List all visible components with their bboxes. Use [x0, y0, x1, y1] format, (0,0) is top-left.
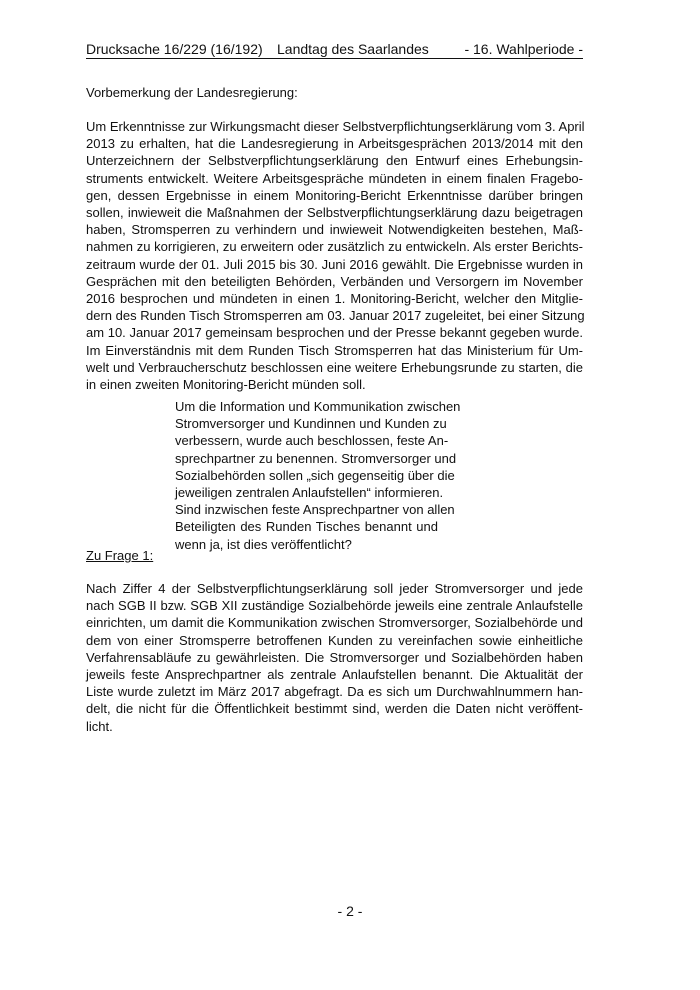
page-number: - 2 - [337, 903, 363, 919]
question-line: wenn ja, ist dies veröffentlicht? [175, 536, 352, 552]
paragraph-line: welt und Verbraucherschutz beschlossen eine weitere Erhebungsrunde zu starten, die [86, 359, 583, 375]
paragraph-line: haben, Stromsperren zu verhindern und inwieweit Notwendigkeiten bestehen, Maß- [86, 222, 583, 238]
answer-heading: Zu Frage 1: [86, 548, 154, 563]
paragraph-line: 2016 besprochen und mündeten in einen 1. Monitoring-Bericht, welcher den Mitglie- [86, 291, 583, 307]
question-line: sprechpartner zu benennen. Stromversorger und [175, 450, 457, 466]
paragraph-line: nahmen zu korrigieren, zu erweitern oder zusätzlich zu entwickeln. Als erster Berichts- [86, 239, 583, 255]
answer-line: nach SGB II bzw. SGB XII zuständige Sozialbehörde jeweils eine zentrale Anlaufstelle [86, 598, 583, 614]
remark-heading: Vorbemerkung der Landesregierung: [86, 85, 298, 100]
question-line: Sozialbehörden sollen „sich gegenseitig über die [175, 467, 455, 483]
answer-line: Nach Ziffer 4 der Selbstverpflichtungserklärung soll jeder Stromversorger und jede [86, 581, 583, 596]
parliament-name: Landtag des Saarlandes [277, 41, 429, 57]
paragraph-line: in einen zweiten Monitoring-Bericht münden soll. [86, 377, 366, 393]
answer-line: licht. [86, 718, 113, 734]
question-line: verbessern, wurde auch beschlossen, feste An- [175, 433, 449, 449]
question-block [175, 398, 461, 553]
paragraph-line: dern des Runden Tisch Stromsperren am 03. Januar 2017 zugeleitet, bei einer Sitzung [86, 308, 585, 324]
paragraph-line: gen, dessen Ergebnisse in einem Monitoring-Bericht Erkenntnisse darüber bringen [86, 187, 583, 203]
paragraph-line: Gesprächen mit den beteiligten Behörden, Verbänden und Versorgern im November [86, 273, 583, 289]
paragraph-line: Um Erkenntnisse zur Wirkungsmacht dieser Selbstverpflichtungserklärung vom 3. April [86, 119, 585, 134]
paragraph-line: 2013 zu erhalten, hat die Landesregierung in Arbeitsgesprächen 2013/2014 mit den [86, 136, 583, 152]
answer-line: Liste wurde zuletzt im März 2017 abgefragt. Da es sich um Durchwahlnummern han- [86, 684, 583, 700]
question-line: Sind inzwischen feste Ansprechpartner von allen [175, 502, 455, 518]
paragraph-line: struments entwickelt. Weitere Arbeitsgespräche mündeten in einem finalen Fragebo- [86, 170, 583, 186]
page-header [86, 40, 583, 59]
answer-line: jeweils feste Ansprechpartner als zentrale Anlaufstellen benannt. Die Aktualität der [86, 667, 583, 683]
answer-line: delt, die nicht für die Öffentlichkeit bestimmt sind, werden die Daten nicht veröffent- [86, 701, 583, 717]
paragraph-line: Unterzeichnern der Selbstverpflichtungserklärung den Entwurf eines Erhebungsin- [86, 153, 583, 169]
question-line: Stromversorger und Kundinnen und Kunden zu [175, 416, 447, 432]
answer-line: Verfahrensabläufe zu gewährleisten. Die Stromversorger und Sozialbehörden haben [86, 649, 583, 665]
question-line: Um die Information und Kommunikation zwischen [175, 399, 461, 414]
question-line: jeweiligen zentralen Anlaufstellen“ informieren. [175, 485, 444, 501]
paragraph-line: sollen, inwieweit die Maßnahmen der Selbstverpflichtungserklärung dazu beigetragen [86, 205, 583, 221]
paragraph-line: zeitraum wurde der 01. Juli 2015 bis 30. Juni 2016 gewählt. Die Ergebnisse wurden in [86, 256, 583, 272]
answer-line: dem von einer Stromsperre betroffenen Kunden zu vereinfachen sowie einheitliche [86, 632, 583, 648]
answer-line: einrichten, um damit die Kommunikation zwischen Stromversorger, Sozialbehörde und [86, 615, 583, 631]
legislative-period: - 16. Wahlperiode - [464, 41, 583, 57]
document-number: Drucksache 16/229 (16/192) [86, 41, 263, 57]
question-line: Beteiligten des Runden Tisches benannt und [175, 519, 438, 535]
preliminary-remark-paragraph [86, 118, 583, 393]
answer-paragraph [86, 580, 583, 735]
paragraph-line: Im Einverständnis mit dem Runden Tisch Stromsperren hat das Ministerium für Um- [86, 342, 583, 358]
paragraph-line: am 10. Januar 2017 gemeinsam besprochen und der Presse bekannt gegeben wurde. [86, 325, 583, 341]
